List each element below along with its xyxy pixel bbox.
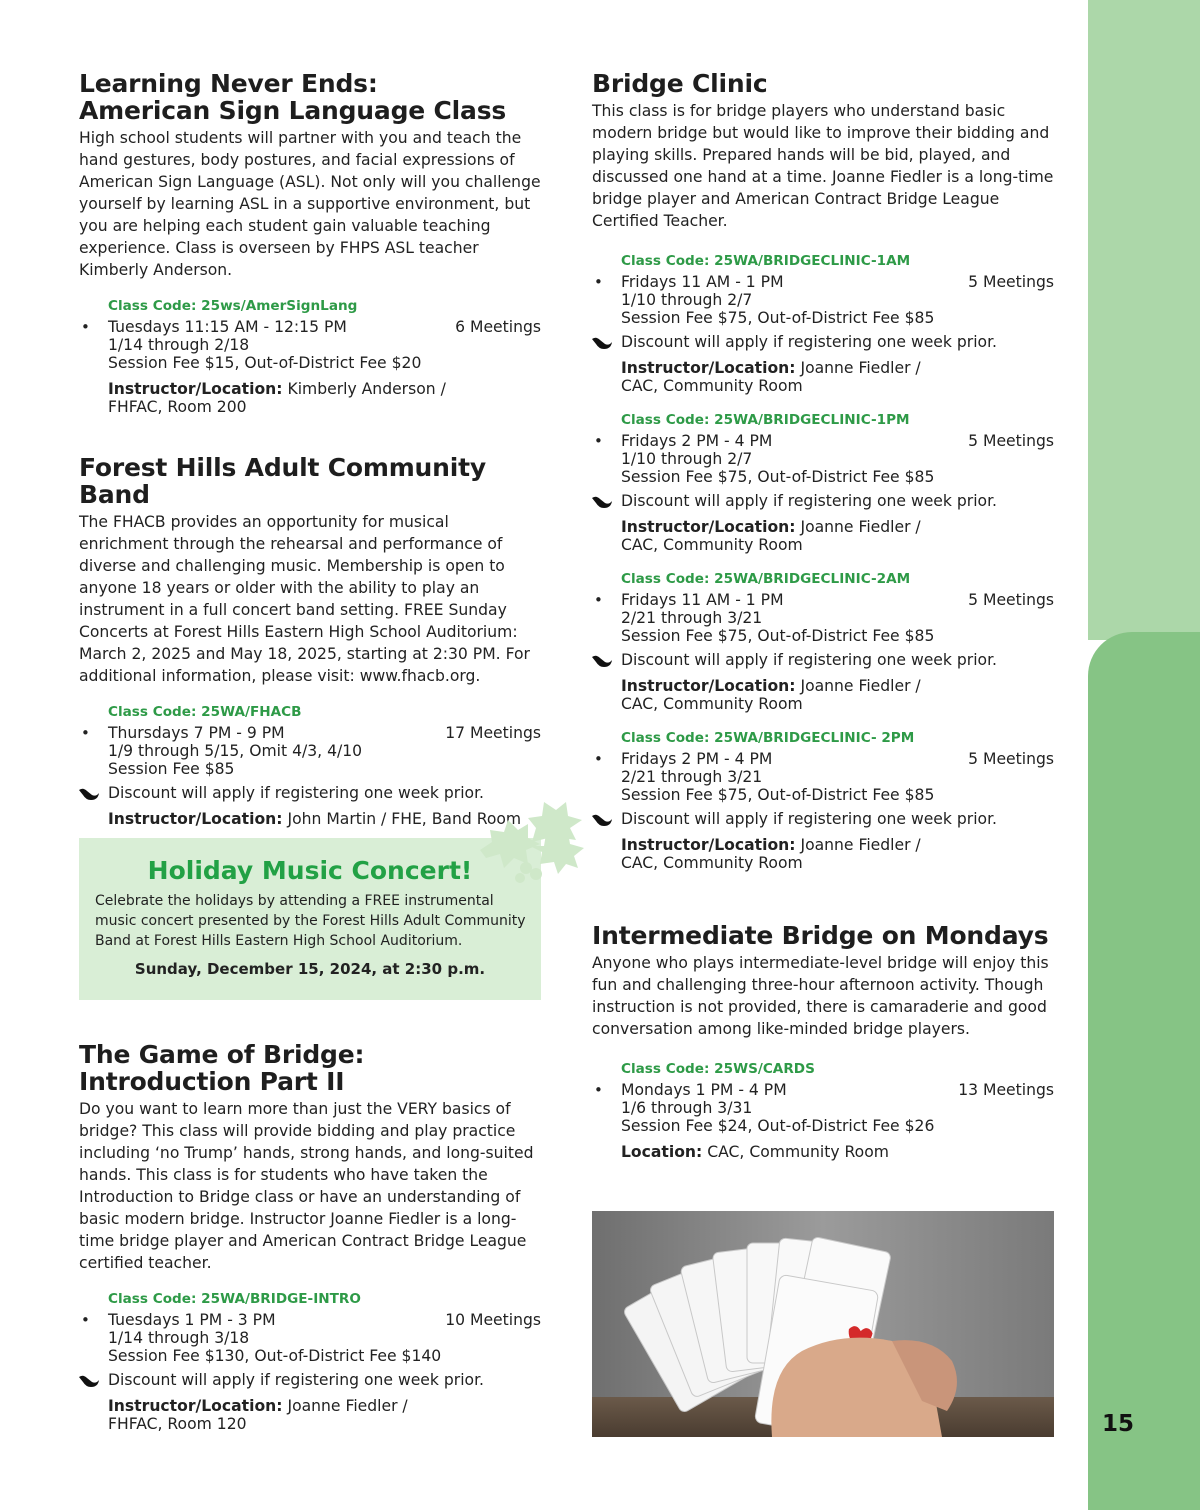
asl-description: High school students will partner with you and teach the hand gestures, body postures, and facial expressions of American Sign Language (ASL). Not only will you challenge yourself by learning ASL in a supportive environment, but you are helping each student gain valuable teaching experience. Class is overseen by FHPS ASL teacher Kimberly Anderson.: [79, 129, 541, 279]
schedule: Fridays 2 PM - 4 PM: [621, 750, 773, 768]
band-title: Forest Hills Adult Community Band: [79, 453, 486, 509]
instructor-location: [621, 359, 1054, 395]
dates: 1/6 through 3/31: [621, 1099, 753, 1117]
instructor-location: [108, 380, 541, 416]
bridge-intro-listing: [108, 1290, 541, 1433]
dates: 1/10 through 2/7: [621, 291, 753, 309]
holiday-title: Holiday Music Concert!: [147, 856, 473, 885]
schedule-row: [108, 318, 541, 336]
discount-text: Discount will apply if registering one week prior.: [621, 333, 998, 351]
instructor-location: [621, 677, 1054, 713]
schedule-row: [108, 1311, 541, 1329]
fee: Session Fee $75, Out-of-District Fee $85: [621, 786, 935, 804]
holiday-date: Sunday, December 15, 2024, at 2:30 p.m.: [134, 960, 486, 978]
instructor-label: Instructor/Location:: [108, 1397, 283, 1415]
instructor-line2: CAC, Community Room: [621, 695, 803, 713]
class-code: Class Code: 25WA/BRIDGECLINIC-1AM: [621, 253, 911, 269]
holiday-text: Celebrate the holidays by attending a FREE instrumental music concert presented by the Forest Hills Adult Community Band at Forest Hills Eastern High School Auditorium.: [95, 893, 526, 949]
schedule: Fridays 11 AM - 1 PM: [621, 591, 784, 609]
instructor-label: Instructor/Location:: [621, 836, 796, 854]
discount-text: Discount will apply if registering one week prior.: [621, 651, 998, 669]
clinic-session-2: [621, 411, 1054, 554]
instructor-line1: Joanne Fiedler /: [800, 518, 921, 536]
dates: 2/21 through 3/21: [621, 609, 763, 627]
schedule: Fridays 11 AM - 1 PM: [621, 273, 784, 291]
discount-note: [621, 651, 1054, 669]
fee: Session Fee $75, Out-of-District Fee $85: [621, 627, 935, 645]
class-code: Class Code: 25WA/BRIDGE-INTRO: [108, 1291, 361, 1307]
instructor-label: Instructor/Location:: [108, 810, 283, 828]
location-value: CAC, Community Room: [707, 1143, 889, 1161]
discount-text: Discount will apply if registering one week prior.: [108, 1371, 485, 1389]
schedule-row: [621, 1081, 1054, 1099]
class-code: Class Code: 25WA/BRIDGECLINIC- 2PM: [621, 730, 915, 746]
schedule: Thursdays 7 PM - 9 PM: [108, 724, 285, 742]
fee: Session Fee $130, Out-of-District Fee $140: [108, 1347, 442, 1365]
clinic-session-3: [621, 570, 1054, 713]
asl-listing: [108, 297, 541, 416]
sidebar-band-dark: [1088, 632, 1200, 1510]
schedule: Tuesdays 11:15 AM - 12:15 PM: [108, 318, 347, 336]
schedule-row: [621, 750, 1054, 768]
bridge-intro-title-line2: Introduction Part II: [79, 1067, 345, 1096]
instructor-label: Instructor/Location:: [108, 380, 283, 398]
dates: 1/14 through 3/18: [108, 1329, 250, 1347]
meetings-count: 5 Meetings: [968, 750, 1054, 768]
asl-title-line2: American Sign Language Class: [79, 96, 507, 125]
schedule: Mondays 1 PM - 4 PM: [621, 1081, 787, 1099]
bridge-intro-description: Do you want to learn more than just the VERY basics of bridge? This class will provide bidding and play practice including ‘no Trump’ hands, strong hands, and long-suited hands. This class is for students who have taken the Introduction to Bridge class or have an understanding of basic modern bridge. Instructor Joanne Fiedler is a long-time bridge player and American Contract Bridge League certified teacher.: [79, 1100, 534, 1272]
instructor-line1: John Martin / FHE, Band Room: [287, 810, 522, 828]
meetings-count: 5 Meetings: [968, 273, 1054, 291]
class-code: Class Code: 25WA/BRIDGECLINIC-2AM: [621, 571, 911, 587]
instructor-line1: Kimberly Anderson /: [287, 380, 446, 398]
instructor-line1: Joanne Fiedler /: [800, 836, 921, 854]
instructor-line1: Joanne Fiedler /: [800, 359, 921, 377]
schedule-row: [621, 273, 1054, 291]
clinic-session-4: [621, 729, 1054, 872]
discount-note: [621, 333, 1054, 351]
instructor-location: [621, 836, 1054, 872]
fee: Session Fee $85: [108, 760, 235, 778]
discount-note: [108, 1371, 541, 1389]
location-label: Location:: [621, 1143, 703, 1161]
dates: 1/10 through 2/7: [621, 450, 753, 468]
clinic-description: This class is for bridge players who understand basic modern bridge but would like to improve their bidding and playing skills. Prepared hands will be bid, played, and discussed one hand at a time. Joanne Fiedler is a long-time bridge player and American Contract Bridge League Certified Teacher.: [592, 102, 1054, 230]
intermediate-bridge-class: [592, 922, 1054, 1161]
asl-class: [79, 70, 541, 416]
playing-cards-photo: [592, 1211, 1054, 1437]
class-code: Class Code: 25ws/AmerSignLang: [108, 298, 358, 314]
bridge-clinic-class: [592, 70, 1054, 872]
instructor-label: Instructor/Location:: [621, 518, 796, 536]
instructor-line2: CAC, Community Room: [621, 536, 803, 554]
bridge-intro-title: [79, 1041, 541, 1095]
class-code: Class Code: 25WA/BRIDGECLINIC-1PM: [621, 412, 910, 428]
location: [621, 1143, 1054, 1161]
right-column: [592, 69, 1054, 1161]
instructor-label: Instructor/Location:: [621, 677, 796, 695]
discount-note: [621, 492, 1054, 510]
discount-pointer-icon: [78, 1373, 100, 1389]
fee: Session Fee $75, Out-of-District Fee $85: [621, 468, 935, 486]
meetings-count: 13 Meetings: [958, 1081, 1054, 1099]
discount-text: Discount will apply if registering one week prior.: [621, 810, 998, 828]
meetings-count: 5 Meetings: [968, 591, 1054, 609]
dates: 1/9 through 5/15, Omit 4/3, 4/10: [108, 742, 363, 760]
instructor-line1: Joanne Fiedler /: [287, 1397, 408, 1415]
instructor-line1: Joanne Fiedler /: [800, 677, 921, 695]
page-number: 15: [1101, 1411, 1134, 1437]
band-description: The FHACB provides an opportunity for musical enrichment through the rehearsal and performance of diverse and challenging music. Membership is open to anyone 18 years or older with the ability to play an instrument in a full concert band setting. FREE Sunday Concerts at Forest Hills Eastern High School Auditorium: March 2, 2025 and May 18, 2025, starting at 2:30 PM. For additional information, please visit: www.fhacb.org.: [79, 513, 530, 685]
instructor-location: [621, 518, 1054, 554]
instructor-line2: FHFAC, Room 200: [108, 398, 247, 416]
meetings-count: 6 Meetings: [455, 318, 541, 336]
dates: 2/21 through 3/21: [621, 768, 763, 786]
discount-pointer-icon: [78, 786, 100, 802]
instructor-line2: FHFAC, Room 120: [108, 1415, 247, 1433]
schedule-row: [621, 432, 1054, 450]
dates: 1/14 through 2/18: [108, 336, 250, 354]
instructor-location: [108, 1397, 541, 1433]
bridge-intro-title-line1: The Game of Bridge:: [79, 1040, 365, 1069]
bridge-intro-class: [79, 1041, 541, 1433]
instructor-line2: CAC, Community Room: [621, 854, 803, 872]
fee: Session Fee $15, Out-of-District Fee $20: [108, 354, 422, 372]
meetings-count: 5 Meetings: [968, 432, 1054, 450]
discount-pointer-icon: [591, 494, 613, 510]
instructor-line2: CAC, Community Room: [621, 377, 803, 395]
asl-title: [79, 70, 541, 124]
schedule: Tuesdays 1 PM - 3 PM: [108, 1311, 276, 1329]
schedule-row: [108, 724, 541, 742]
holly-leaves-icon: [470, 780, 600, 890]
discount-note: [621, 810, 1054, 828]
intermediate-description: Anyone who plays intermediate-level bridge will enjoy this fun and challenging three-hour afternoon activity. Though instruction is not provided, there is camaraderie and good conversation among like-minded bridge players.: [592, 954, 1049, 1038]
class-code: Class Code: 25WS/CARDS: [621, 1061, 815, 1077]
discount-pointer-icon: [591, 335, 613, 351]
schedule: Fridays 2 PM - 4 PM: [621, 432, 773, 450]
asl-title-line1: Learning Never Ends:: [79, 69, 378, 98]
clinic-title: Bridge Clinic: [592, 69, 768, 98]
fee: Session Fee $75, Out-of-District Fee $85: [621, 309, 935, 327]
discount-pointer-icon: [591, 812, 613, 828]
fee: Session Fee $24, Out-of-District Fee $26: [621, 1117, 935, 1135]
meetings-count: 10 Meetings: [445, 1311, 541, 1329]
class-code: Class Code: 25WA/FHACB: [108, 704, 302, 720]
discount-pointer-icon: [591, 653, 613, 669]
instructor-label: Instructor/Location:: [621, 359, 796, 377]
intermediate-title: Intermediate Bridge on Mondays: [592, 921, 1049, 950]
clinic-session-1: [621, 252, 1054, 395]
meetings-count: 17 Meetings: [445, 724, 541, 742]
sidebar-band-light: [1088, 0, 1200, 640]
band-class: [79, 454, 541, 828]
discount-text: Discount will apply if registering one week prior.: [108, 784, 485, 802]
discount-text: Discount will apply if registering one week prior.: [621, 492, 998, 510]
intermediate-listing: [621, 1060, 1054, 1161]
schedule-row: [621, 591, 1054, 609]
